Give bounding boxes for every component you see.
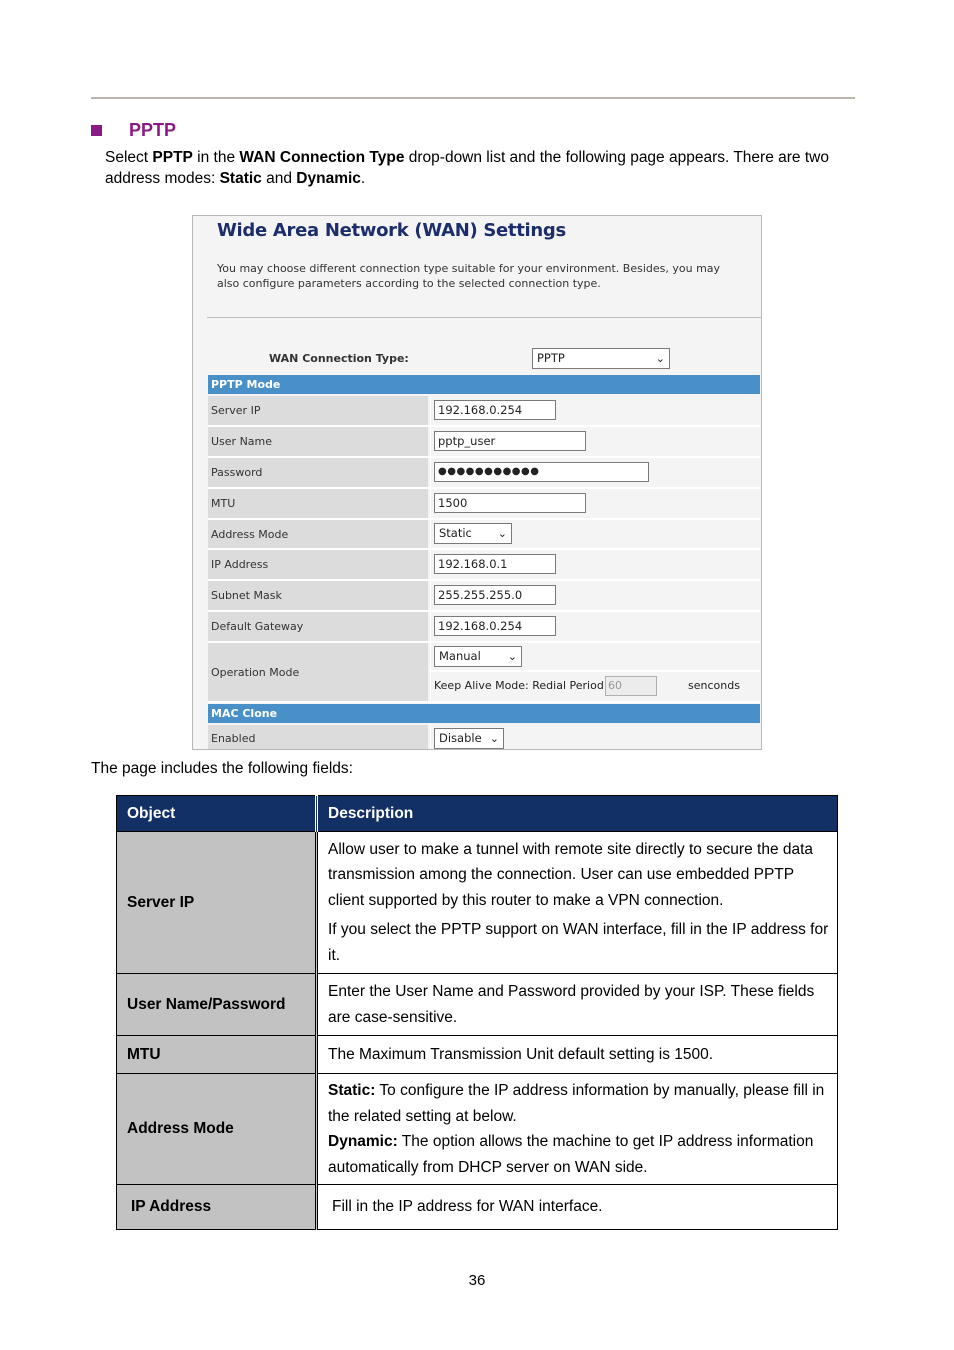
intro-bold: WAN Connection Type: [239, 149, 405, 166]
address-mode-row: [208, 520, 760, 548]
password-row: [208, 458, 760, 487]
server-ip-cell: [430, 396, 760, 425]
object-cell: User Name/Password: [117, 974, 317, 1036]
user-name-label: User Name: [208, 427, 428, 456]
subnet-mask-row: [208, 581, 760, 610]
ip-address-cell: [430, 550, 760, 579]
operation-mode-label: Operation Mode: [208, 643, 428, 701]
dynamic-term: Dynamic:: [328, 1133, 398, 1150]
mac-clone-enabled-row: [208, 725, 760, 750]
wan-connection-type-value: PPTP: [537, 351, 565, 365]
operation-mode-row: [208, 643, 760, 701]
description-text: Allow user to make a tunnel with remote site directly to secure the data transmission among the connection. User can use embedded PPTP client supported by this router to make a VPN connection.: [328, 840, 814, 909]
mtu-cell: [430, 489, 760, 518]
table-row: [117, 832, 838, 974]
default-gateway-cell: [430, 612, 760, 641]
description-text: The Maximum Transmission Unit default setting is 1500.: [328, 1045, 714, 1063]
divider: [431, 670, 760, 672]
intro-text: in the: [192, 149, 240, 166]
operation-mode-value: Manual: [439, 649, 481, 663]
wan-connection-type-select[interactable]: [532, 348, 670, 369]
fields-intro: The page includes the following fields:: [91, 760, 353, 777]
subnet-mask-input[interactable]: 255.255.255.0: [434, 585, 556, 605]
intro-bold: PPTP: [152, 149, 193, 166]
redial-period-unit: senconds: [688, 679, 740, 692]
operation-mode-select[interactable]: [434, 646, 522, 667]
mac-clone-bar: MAC Clone: [208, 704, 760, 723]
square-bullet-icon: [91, 125, 102, 136]
object-cell: Address Mode: [117, 1074, 317, 1185]
ip-address-label: IP Address: [208, 550, 428, 579]
description-cell: [317, 1074, 838, 1185]
password-input[interactable]: ●●●●●●●●●●●: [434, 462, 649, 482]
chevron-down-icon: ⌄: [489, 732, 499, 745]
subnet-mask-cell: [430, 581, 760, 610]
subnet-mask-label: Subnet Mask: [208, 581, 428, 610]
top-rule: [91, 97, 855, 99]
divider: [207, 317, 761, 318]
fields-table: [116, 795, 838, 1230]
intro-text: Select: [105, 149, 153, 166]
redial-period-input[interactable]: 60: [605, 676, 657, 696]
mtu-row: [208, 489, 760, 518]
default-gateway-label: Default Gateway: [208, 612, 428, 641]
description-text: Fill in the IP address for WAN interface.: [332, 1198, 603, 1216]
table-row: [117, 1036, 838, 1074]
user-name-row: [208, 427, 760, 456]
ip-address-input[interactable]: 192.168.0.1: [434, 554, 556, 574]
enabled-cell: [430, 725, 760, 750]
intro-text: and: [261, 169, 297, 187]
password-cell: [430, 458, 760, 487]
object-header: Object: [117, 796, 317, 832]
keep-alive-label: Keep Alive Mode: Redial Period: [434, 679, 604, 692]
address-mode-label: Address Mode: [208, 520, 428, 548]
section-heading: [91, 119, 176, 141]
mac-clone-select[interactable]: [434, 728, 504, 749]
address-mode-cell: [430, 520, 760, 548]
description-text: Enter the User Name and Password provided by your ISP. These fields are case-sensitive.: [328, 983, 815, 1026]
mtu-label: MTU: [208, 489, 428, 518]
description-cell: [317, 1185, 838, 1230]
intro-bold: Dynamic: [296, 169, 361, 187]
object-cell: Server IP: [117, 832, 317, 974]
intro-text: .: [360, 169, 366, 187]
wan-settings-screenshot: [192, 215, 762, 750]
chevron-down-icon: ⌄: [507, 650, 517, 663]
static-description: To configure the IP address information by manually, please fill in the related setting at below.: [328, 1082, 825, 1125]
table-row: [117, 974, 838, 1036]
enabled-label: Enabled: [208, 725, 428, 750]
description-text: If you select the PPTP support on WAN interface, fill in the IP address for it.: [328, 921, 829, 964]
table-header-row: [117, 796, 838, 832]
intro-paragraph: [105, 148, 865, 189]
server-ip-row: [208, 396, 760, 425]
wan-settings-description: You may choose different connection type suitable for your environment. Besides, you may also configure parameters according to the selected connection type.: [217, 262, 721, 290]
default-gateway-input[interactable]: 192.168.0.254: [434, 616, 556, 636]
object-cell: IP Address: [117, 1185, 317, 1230]
server-ip-input[interactable]: 192.168.0.254: [434, 400, 556, 420]
static-term: Static:: [328, 1082, 376, 1099]
description-cell: [317, 974, 838, 1036]
wan-settings-heading: Wide Area Network (WAN) Settings: [217, 220, 566, 241]
description-cell: [317, 832, 838, 974]
wan-connection-type-label: WAN Connection Type:: [269, 352, 409, 365]
address-mode-value: Static: [439, 526, 472, 540]
mtu-input[interactable]: 1500: [434, 493, 586, 513]
description-cell: [317, 1036, 838, 1074]
table-row: [117, 1185, 838, 1230]
ip-address-row: [208, 550, 760, 579]
default-gateway-row: [208, 612, 760, 641]
description-text: [328, 1078, 829, 1129]
description-text: [328, 1129, 829, 1180]
table-row: [117, 1074, 838, 1185]
object-cell: MTU: [117, 1036, 317, 1074]
operation-mode-cell: [430, 643, 760, 701]
address-mode-select[interactable]: [434, 523, 512, 544]
mac-clone-value: Disable: [439, 731, 482, 745]
dynamic-description: The option allows the machine to get IP address information automatically from DHCP server on WAN side.: [328, 1133, 814, 1176]
password-label: Password: [208, 458, 428, 487]
chevron-down-icon: ⌄: [655, 352, 665, 365]
user-name-cell: [430, 427, 760, 456]
section-title: PPTP: [129, 119, 177, 140]
server-ip-label: Server IP: [208, 396, 428, 425]
user-name-input[interactable]: pptp_user: [434, 431, 586, 451]
chevron-down-icon: ⌄: [497, 527, 507, 540]
intro-text: drop-down list and the following page appears. There are two address modes:: [105, 149, 829, 187]
description-header: Description: [317, 796, 838, 832]
page-number: 36: [468, 1272, 486, 1289]
pptp-mode-bar: PPTP Mode: [208, 375, 760, 394]
intro-bold: Static: [219, 169, 262, 187]
